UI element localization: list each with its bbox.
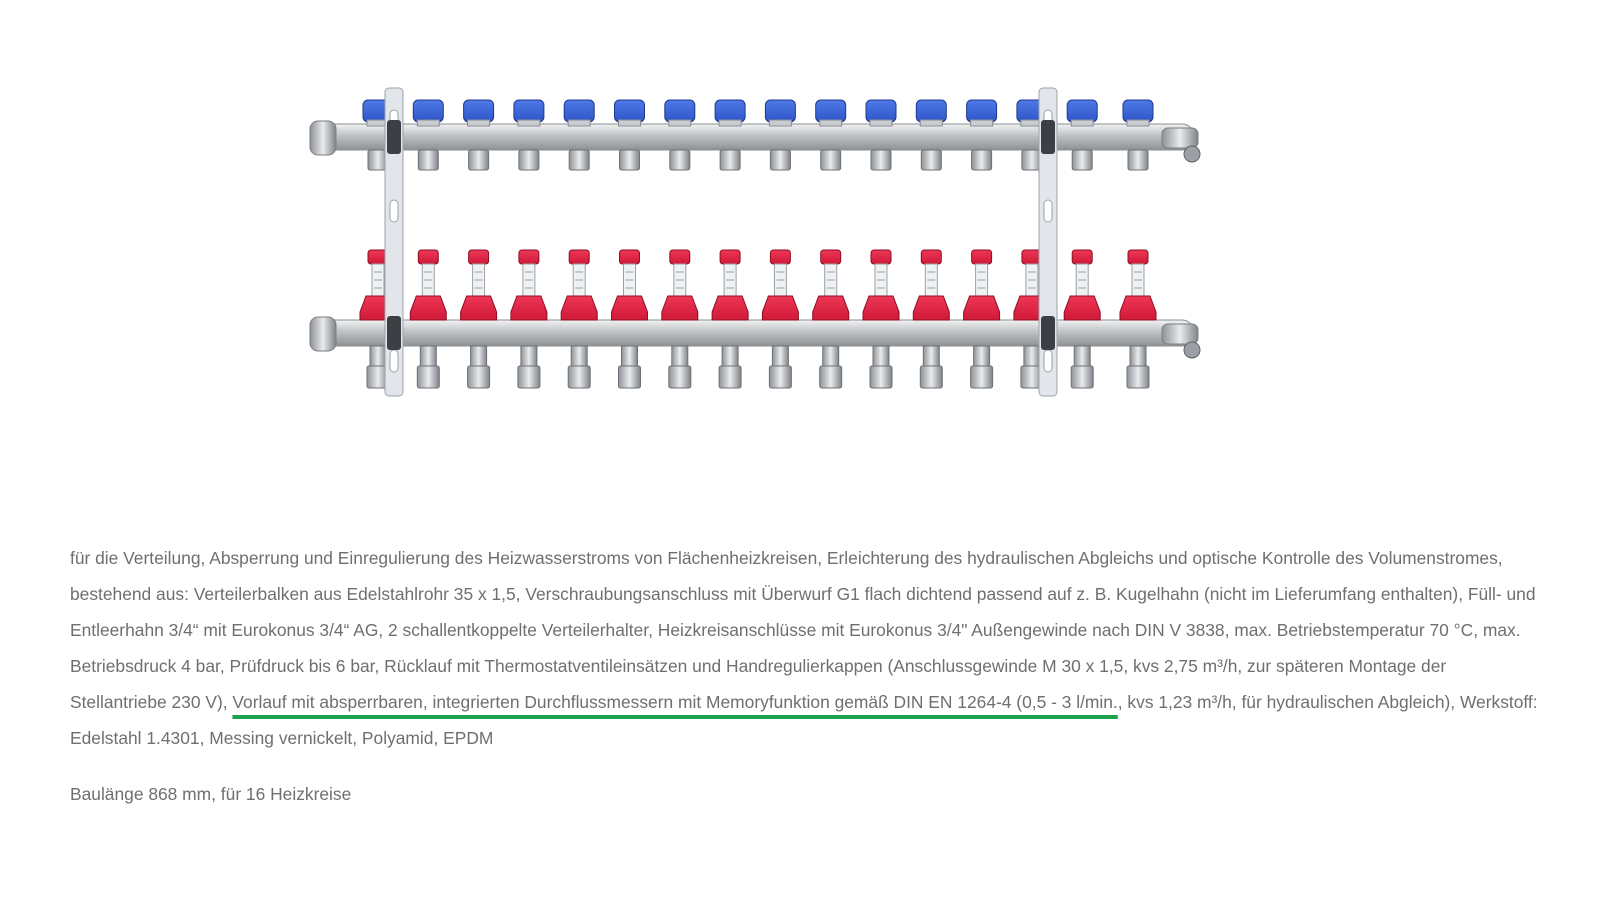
flowmeter-base (813, 296, 849, 320)
upper-cap (615, 100, 645, 122)
lower-inlet-nut (310, 317, 336, 351)
upper-outlet-nut (871, 150, 891, 170)
upper-outlet-nut (1072, 150, 1092, 170)
description-text-part2: , kvs 1,23 m³/h, für hydraulischen Abgleich), Werkstoff: Edelstahl 1.4301, Messing vernickelt, Polyamid, EPDM (70, 692, 1538, 748)
flowmeter-base (1064, 296, 1100, 320)
upper-cap-collar (568, 120, 590, 126)
lower-outlet-tail (823, 346, 839, 366)
bracket-slot (1044, 200, 1052, 222)
bracket-clamp (1041, 120, 1055, 154)
lower-outlet-nut (1127, 366, 1149, 388)
lower-outlet-tail (1074, 346, 1090, 366)
lower-outlet-tail (471, 346, 487, 366)
flowmeter-cap (720, 250, 740, 264)
upper-cap (1067, 100, 1097, 122)
upper-outlet-nut (620, 150, 640, 170)
upper-outlet-nut (469, 150, 489, 170)
flowmeter-cap (972, 250, 992, 264)
upper-cap-collar (769, 120, 791, 126)
flowmeter-base (561, 296, 597, 320)
product-image (300, 50, 1250, 450)
upper-outlet-nut (821, 150, 841, 170)
flowmeter-cap (469, 250, 489, 264)
upper-cap-collar (719, 120, 741, 126)
flowmeter-cap (620, 250, 640, 264)
upper-cap (514, 100, 544, 122)
upper-outlet-nut (519, 150, 539, 170)
flowmeter-cap (569, 250, 589, 264)
lower-outlet-nut (719, 366, 741, 388)
flowmeter-base (712, 296, 748, 320)
flowmeter-cap (519, 250, 539, 264)
lower-rail (314, 320, 1194, 346)
upper-cap (413, 100, 443, 122)
upper-cap (665, 100, 695, 122)
upper-outlet-nut (670, 150, 690, 170)
flowmeter-base (662, 296, 698, 320)
upper-cap-collar (971, 120, 993, 126)
flowmeter-cap (1128, 250, 1148, 264)
lower-outlet-tail (923, 346, 939, 366)
upper-drain-valve (1184, 146, 1200, 162)
lower-outlet-tail (974, 346, 990, 366)
lower-outlet-tail (873, 346, 889, 366)
upper-cap-collar (417, 120, 439, 126)
upper-cap-collar (619, 120, 641, 126)
heating-circuit-manifold-icon (300, 50, 1250, 450)
bracket-slot (390, 350, 398, 372)
upper-cap-collar (518, 120, 540, 126)
flowmeter-base (461, 296, 497, 320)
length-info: Baulänge 868 mm, für 16 Heizkreise (70, 784, 352, 804)
lower-outlet-tail (521, 346, 537, 366)
lower-outlet-nut (971, 366, 993, 388)
upper-outlet-nut (569, 150, 589, 170)
flowmeter-cap (921, 250, 941, 264)
flowmeter-cap (821, 250, 841, 264)
flowmeter-cap (418, 250, 438, 264)
lower-drain-valve (1184, 342, 1200, 358)
upper-outlet-nut (972, 150, 992, 170)
lower-outlet-nut (920, 366, 942, 388)
lower-outlet-nut (518, 366, 540, 388)
lower-outlet-nut (619, 366, 641, 388)
flowmeter-base (964, 296, 1000, 320)
upper-outlet-nut (921, 150, 941, 170)
lower-outlet-nut (870, 366, 892, 388)
upper-inlet-nut (310, 121, 336, 155)
upper-cap (464, 100, 494, 122)
lower-outlet-nut (669, 366, 691, 388)
bracket-clamp (387, 316, 401, 350)
lower-outlet-nut (769, 366, 791, 388)
flowmeter-base (863, 296, 899, 320)
upper-cap (1123, 100, 1153, 122)
upper-outlet-nut (770, 150, 790, 170)
description-paragraph (70, 540, 1540, 756)
lower-outlet-tail (370, 346, 386, 366)
bracket-clamp (387, 120, 401, 154)
flowmeter-base (511, 296, 547, 320)
flowmeter-cap (1072, 250, 1092, 264)
lower-outlet-nut (1071, 366, 1093, 388)
upper-outlet-nut (418, 150, 438, 170)
upper-outlet-nut (1128, 150, 1148, 170)
upper-outlet-nut (720, 150, 740, 170)
upper-end-cap (1162, 128, 1198, 148)
flowmeter-base (913, 296, 949, 320)
bracket-slot (1044, 350, 1052, 372)
lower-outlet-tail (571, 346, 587, 366)
upper-cap-collar (820, 120, 842, 126)
upper-cap-collar (669, 120, 691, 126)
bracket-slot (390, 200, 398, 222)
description-highlight: Vorlauf mit absperrbaren, integrierten Durchflussmessern mit Memoryfunktion gemäß DIN EN 1264-4 (0,5 - 3 l/min. (232, 692, 1118, 712)
flowmeter-cap (670, 250, 690, 264)
flowmeter-cap (871, 250, 891, 264)
flowmeter-base (762, 296, 798, 320)
upper-cap (866, 100, 896, 122)
upper-cap-collar (468, 120, 490, 126)
lower-outlet-nut (568, 366, 590, 388)
lower-outlet-nut (468, 366, 490, 388)
flowmeter-base (612, 296, 648, 320)
description-text-part1: für die Verteilung, Absperrung und Einregulierung des Heizwasserstroms von Flächenheizkreisen, Erleichterung des hydraulischen Abgleichs und optische Kontrolle des Volumenstromes, bestehend aus: Verteilerbalken aus Edelstahlrohr 35 x 1,5, Verschraubungsanschluss mit Überwurf G1 flach dichtend passend auf z. B. Kugelhahn (nicht im Lieferumfang enthalten), Füll- und Entleerhahn 3/4“ mit Eurokonus 3/4“ AG, 2 schallentkoppelte Verteilerhalter, Heizkreisanschlüsse mit Eurokonus 3/4" Außengewinde nach DIN V 3838, max. Betriebstemperatur 70 °C, max. Betriebsdruck 4 bar, Prüfdruck bis 6 bar, Rücklauf mit Thermostatventileinsätzen und Handregulierkappen (Anschlussgewinde M 30 x 1,5, kvs 2,75 m³/h, zur späteren Montage der Stellantriebe 230 V), (70, 548, 1536, 712)
upper-cap-collar (920, 120, 942, 126)
upper-cap (715, 100, 745, 122)
lower-outlet-nut (417, 366, 439, 388)
upper-cap (916, 100, 946, 122)
upper-cap (564, 100, 594, 122)
lower-end-cap (1162, 324, 1198, 344)
lower-outlet-tail (772, 346, 788, 366)
lower-outlet-tail (622, 346, 638, 366)
flowmeter-base (1120, 296, 1156, 320)
upper-cap-collar (1127, 120, 1149, 126)
lower-outlet-tail (420, 346, 436, 366)
upper-cap-collar (1071, 120, 1093, 126)
lower-outlet-tail (1024, 346, 1040, 366)
lower-outlet-nut (820, 366, 842, 388)
upper-cap-collar (870, 120, 892, 126)
flowmeter-base (410, 296, 446, 320)
product-description (70, 540, 1540, 812)
flowmeter-cap (770, 250, 790, 264)
lower-outlet-tail (672, 346, 688, 366)
upper-rail (314, 124, 1194, 150)
upper-cap (816, 100, 846, 122)
upper-cap (967, 100, 997, 122)
lower-outlet-tail (1130, 346, 1146, 366)
bracket-clamp (1041, 316, 1055, 350)
upper-cap (765, 100, 795, 122)
lower-outlet-tail (722, 346, 738, 366)
